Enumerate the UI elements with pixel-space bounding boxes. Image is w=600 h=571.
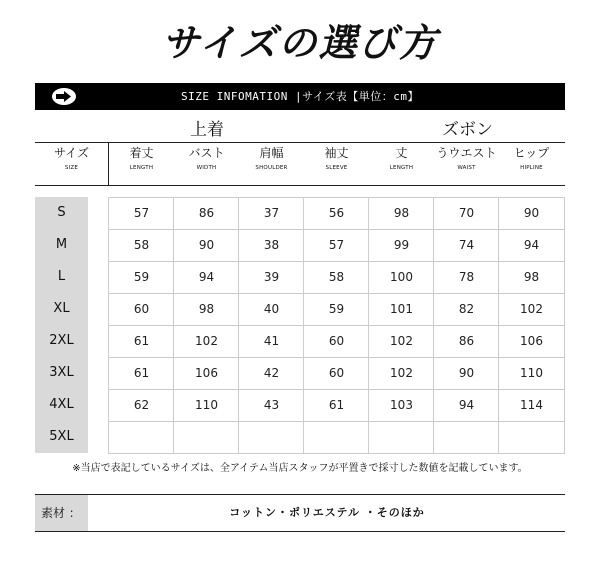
size-label: L — [35, 261, 88, 293]
table-cell — [369, 421, 434, 453]
table-cell: 90 — [523, 206, 540, 220]
column-header-jp: 着丈 — [129, 146, 154, 160]
table-cell: 60 — [133, 302, 150, 316]
table-cell: 37 — [263, 206, 280, 220]
material-bottom-rule — [35, 531, 565, 532]
table-cell: 90 — [458, 366, 475, 380]
table-cell: 102 — [390, 366, 413, 380]
table-cell: 59 — [328, 302, 345, 316]
table-cell: 103 — [390, 398, 413, 412]
table-cell: 102 — [195, 334, 218, 348]
table-cell: 60 — [328, 334, 345, 348]
column-header-en: WAIST — [457, 165, 476, 171]
table-cell: 99 — [393, 238, 410, 252]
table-cell: 94 — [198, 270, 215, 284]
table-cell: 59 — [133, 270, 150, 284]
size-label: S — [35, 197, 88, 229]
table-cell: 90 — [198, 238, 215, 252]
table-cell: 61 — [133, 334, 150, 348]
column-header-en: HIPLINE — [520, 165, 543, 171]
group-label-bottom: ズボン — [442, 120, 493, 140]
table-cell: 106 — [520, 334, 543, 348]
size-label: 3XL — [35, 357, 88, 389]
table-cell: 58 — [328, 270, 345, 284]
column-header — [239, 145, 304, 172]
table-cell: 60 — [328, 366, 345, 380]
size-label: 5XL — [35, 421, 88, 453]
column-header-jp: ヒップ — [513, 146, 550, 160]
size-header-en: SIZE — [64, 165, 79, 171]
table-cell: 43 — [263, 398, 280, 412]
table-cell — [499, 421, 564, 453]
table-cell: 78 — [458, 270, 475, 284]
table-cell: 102 — [390, 334, 413, 348]
table-cell: 86 — [458, 334, 475, 348]
column-header-en: SHOULDER — [255, 165, 288, 171]
table-cell: 61 — [133, 366, 150, 380]
table-cell — [239, 421, 304, 453]
table-cell: 56 — [328, 206, 345, 220]
size-label: XL — [35, 293, 88, 325]
table-cell: 38 — [263, 238, 280, 252]
column-header-jp: 袖丈 — [324, 146, 349, 160]
table-cell: 41 — [263, 334, 280, 348]
header-bottom-rule — [35, 185, 565, 186]
table-cell: 86 — [198, 206, 215, 220]
size-column-header — [35, 145, 108, 172]
table-cell: 94 — [523, 238, 540, 252]
material-value: コットン・ポリエステル ・そのほか — [229, 506, 425, 519]
size-label: 2XL — [35, 325, 88, 357]
table-cell: 98 — [393, 206, 410, 220]
column-header-jp: バスト — [188, 146, 225, 160]
table-cell: 82 — [458, 302, 475, 316]
table-cell: 57 — [328, 238, 345, 252]
table-cell: 98 — [198, 302, 215, 316]
size-label: M — [35, 229, 88, 261]
measurement-note: ※当店で表記しているサイズは、全アイテム当店スタッフが平置きで採寸した数値を記載しています。 — [72, 463, 528, 474]
table-cell: 106 — [195, 366, 218, 380]
table-cell: 58 — [133, 238, 150, 252]
table-cell: 61 — [328, 398, 345, 412]
table-cell: 39 — [263, 270, 280, 284]
table-cell: 98 — [523, 270, 540, 284]
column-header — [369, 145, 434, 172]
page-title: サイズの選び方 — [161, 20, 439, 65]
column-header-en: WIDTH — [196, 165, 217, 171]
column-header-en: LENGTH — [389, 165, 414, 171]
size-label: 4XL — [35, 389, 88, 421]
column-header — [304, 145, 369, 172]
table-cell: 94 — [458, 398, 475, 412]
banner-text: SIZE INFOMATION |サイズ表【単位：cm】 — [181, 90, 419, 103]
table-cell: 70 — [458, 206, 475, 220]
table-cell: 40 — [263, 302, 280, 316]
column-header-jp: 丈 — [395, 146, 408, 160]
column-header-jp: 肩幅 — [259, 146, 284, 160]
table-cell: 101 — [390, 302, 413, 316]
table-cell: 74 — [458, 238, 475, 252]
table-cell: 110 — [195, 398, 218, 412]
column-header — [109, 145, 174, 172]
column-header — [434, 145, 499, 172]
group-label-top: 上着 — [190, 120, 224, 140]
header-top-rule — [35, 142, 565, 143]
column-header-en: LENGTH — [129, 165, 154, 171]
table-cell: 110 — [520, 366, 543, 380]
size-info-banner — [35, 83, 565, 110]
table-cell: 114 — [520, 398, 543, 412]
table-cell — [434, 421, 499, 453]
table-cell: 42 — [263, 366, 280, 380]
column-header-en: SLEEVE — [325, 165, 348, 171]
material-label: 素材 ： — [35, 495, 88, 531]
table-cell — [304, 421, 369, 453]
column-header — [499, 145, 564, 172]
grid-col-line — [564, 197, 565, 454]
table-cell — [109, 421, 174, 453]
size-header-jp: サイズ — [53, 146, 90, 160]
table-cell: 62 — [133, 398, 150, 412]
table-cell: 100 — [390, 270, 413, 284]
table-cell — [174, 421, 239, 453]
table-cell: 57 — [133, 206, 150, 220]
grid-row-line — [108, 453, 565, 454]
column-header — [174, 145, 239, 172]
table-cell: 102 — [520, 302, 543, 316]
column-header-jp: うウエスト — [436, 146, 497, 160]
